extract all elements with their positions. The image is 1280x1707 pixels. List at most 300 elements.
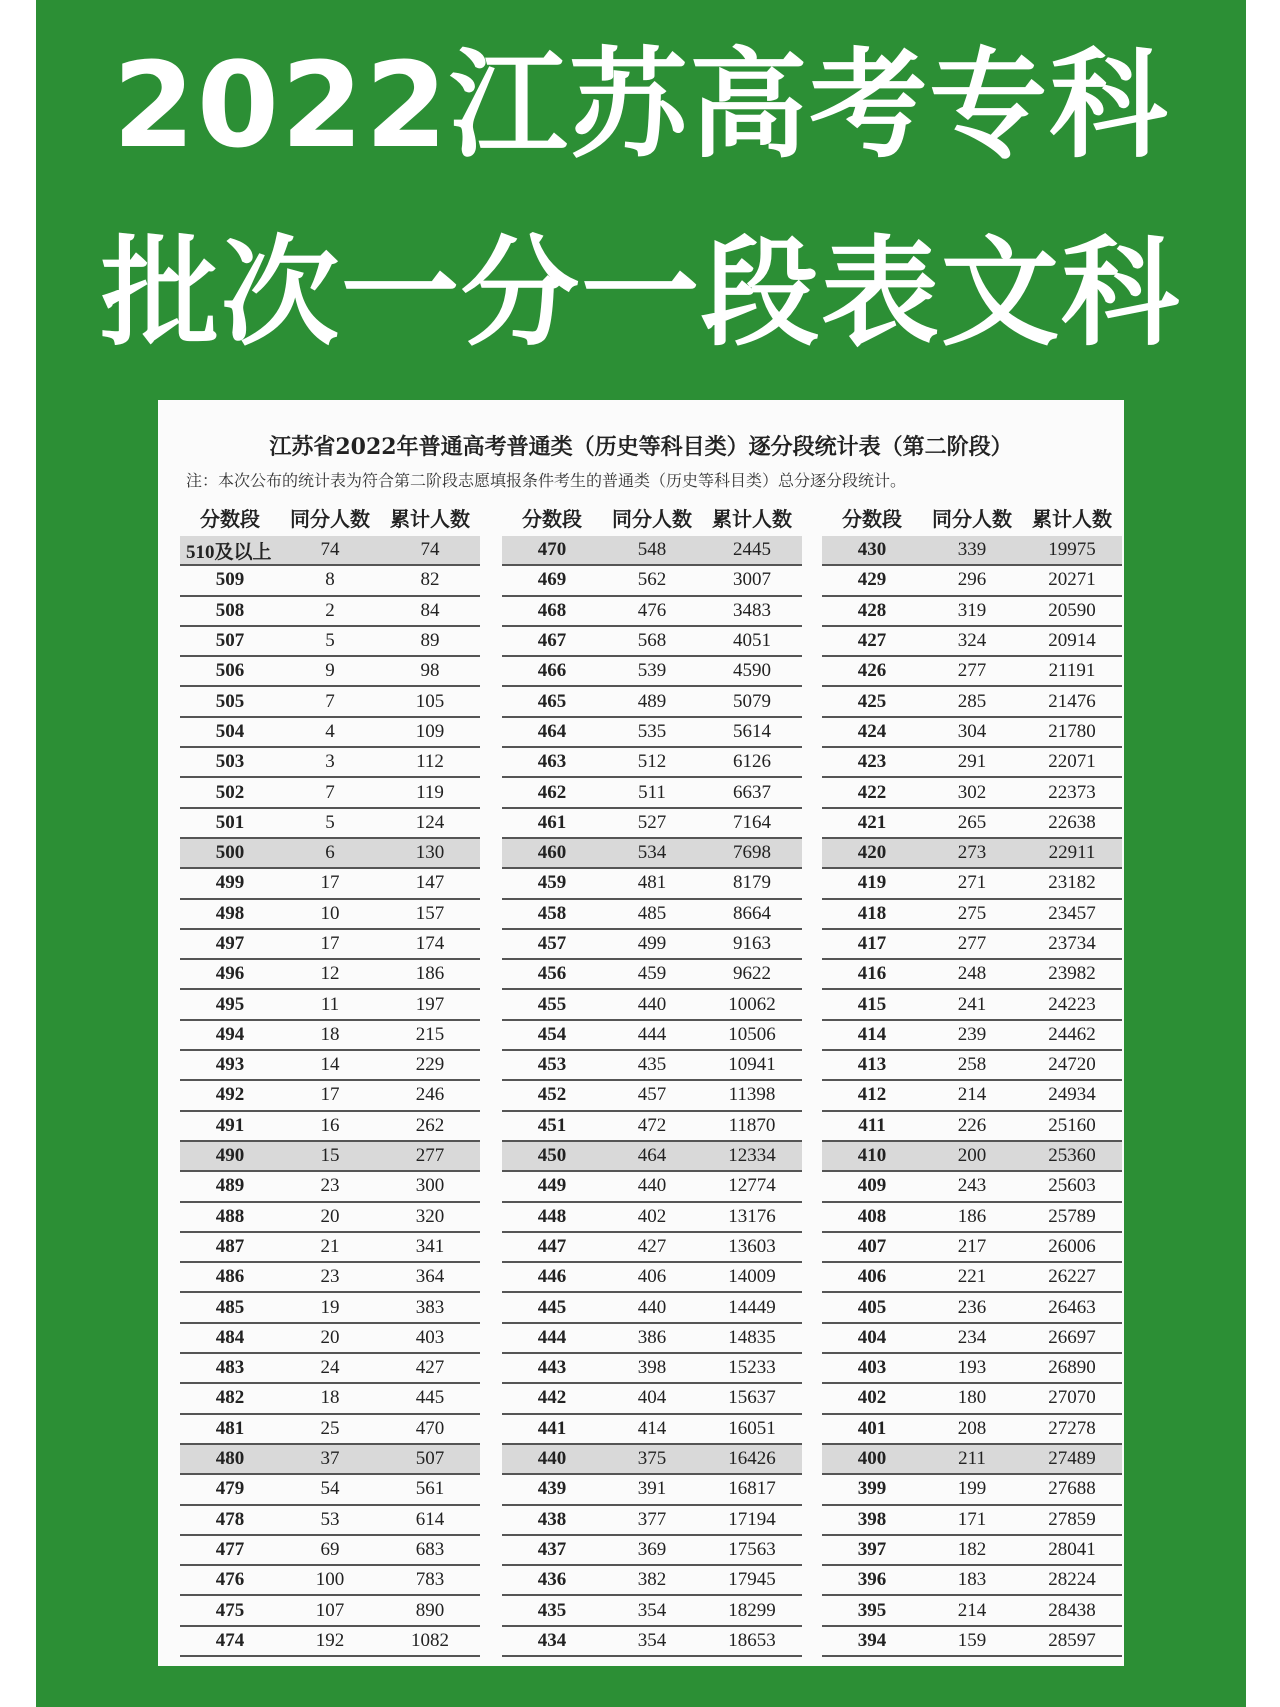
- cumulative-cell: 7164: [733, 811, 771, 833]
- score-cell: 493: [215, 1054, 245, 1076]
- cumulative-cell: 246: [415, 1084, 445, 1106]
- cumulative-cell: 10506: [728, 1023, 776, 1045]
- cumulative-cell: 27489: [1048, 1448, 1096, 1470]
- cumulative-cell: 2445: [733, 539, 771, 561]
- table-row: [180, 718, 480, 748]
- cumulative-cell: 26006: [1048, 1235, 1096, 1257]
- column-header: [822, 500, 1122, 534]
- same-count-cell: 16: [320, 1114, 340, 1136]
- score-cell: 501: [215, 811, 245, 833]
- table-row: [822, 1354, 1122, 1384]
- table-row: [822, 1172, 1122, 1202]
- same-count-cell: 2: [325, 599, 335, 621]
- table-row: [180, 748, 480, 778]
- score-cell: 465: [537, 690, 567, 712]
- table-row: [822, 718, 1122, 748]
- table-row: [502, 1627, 802, 1657]
- cumulative-cell: 7698: [733, 842, 771, 864]
- same-count-cell: 19: [320, 1296, 340, 1318]
- table-row: [180, 930, 480, 960]
- table-row: [180, 597, 480, 627]
- same-count-cell: 375: [637, 1448, 667, 1470]
- table-row: [180, 839, 480, 869]
- cumulative-cell: 20271: [1048, 569, 1096, 591]
- table-row: [502, 1263, 802, 1293]
- score-cell: 508: [215, 599, 245, 621]
- table-row: [822, 748, 1122, 778]
- table-row: [502, 1475, 802, 1505]
- same-count-cell: 180: [957, 1387, 987, 1409]
- same-count-cell: 391: [637, 1478, 667, 1500]
- table-row: [502, 809, 802, 839]
- table-row: [822, 839, 1122, 869]
- same-count-cell: 214: [957, 1599, 987, 1621]
- same-count-cell: 20: [320, 1205, 340, 1227]
- table-row: [180, 1384, 480, 1414]
- header-same-count: 同分人数: [612, 506, 692, 531]
- cumulative-cell: 20914: [1048, 630, 1096, 652]
- same-count-cell: 239: [957, 1023, 987, 1045]
- score-cell: 507: [215, 630, 245, 652]
- cumulative-cell: 21780: [1048, 720, 1096, 742]
- cumulative-cell: 783: [415, 1569, 445, 1591]
- table-row: [180, 1203, 480, 1233]
- table-row: [502, 566, 802, 596]
- score-cell: 424: [857, 720, 887, 742]
- score-cell: 440: [537, 1448, 567, 1470]
- score-cell: 402: [857, 1387, 887, 1409]
- same-count-cell: 398: [637, 1357, 667, 1379]
- same-count-cell: 14: [320, 1054, 340, 1076]
- cumulative-cell: 14009: [728, 1266, 776, 1288]
- cumulative-cell: 561: [415, 1478, 445, 1500]
- cumulative-cell: 98: [420, 660, 440, 682]
- same-count-cell: 291: [957, 751, 987, 773]
- cumulative-cell: 26227: [1048, 1266, 1096, 1288]
- score-cell: 414: [857, 1023, 887, 1045]
- table-rows: [502, 536, 802, 1657]
- cumulative-cell: 300: [415, 1175, 445, 1197]
- table-row: [502, 1324, 802, 1354]
- same-count-cell: 9: [325, 660, 335, 682]
- table-rows: [180, 536, 480, 1657]
- table-row: [502, 1384, 802, 1414]
- cumulative-cell: 403: [415, 1326, 445, 1348]
- score-cell: 459: [537, 872, 567, 894]
- cumulative-cell: 112: [416, 751, 444, 773]
- score-cell: 474: [215, 1629, 245, 1651]
- score-cell: 437: [537, 1538, 567, 1560]
- cumulative-cell: 119: [416, 781, 444, 803]
- score-cell: 395: [857, 1599, 887, 1621]
- same-count-cell: 489: [637, 690, 667, 712]
- same-count-cell: 18: [320, 1023, 340, 1045]
- table-row: [502, 657, 802, 687]
- same-count-cell: 12: [320, 963, 340, 985]
- cumulative-cell: 23982: [1048, 963, 1096, 985]
- table-row: [180, 657, 480, 687]
- score-cell: 452: [537, 1084, 567, 1106]
- cumulative-cell: 197: [415, 993, 445, 1015]
- table-row: [822, 1021, 1122, 1051]
- same-count-cell: 296: [957, 569, 987, 591]
- cumulative-cell: 22911: [1048, 842, 1096, 864]
- same-count-cell: 369: [637, 1538, 667, 1560]
- score-cell: 502: [215, 781, 245, 803]
- table-row: [180, 1596, 480, 1626]
- cumulative-cell: 5614: [733, 720, 771, 742]
- score-cell: 428: [857, 599, 887, 621]
- table-row: [180, 536, 480, 566]
- cumulative-cell: 105: [415, 690, 445, 712]
- same-count-cell: 7: [325, 690, 335, 712]
- score-cell: 505: [215, 690, 245, 712]
- headline-line-1: 2022江苏高考专科: [112, 36, 1170, 174]
- cumulative-cell: 215: [415, 1023, 445, 1045]
- score-cell: 420: [857, 842, 887, 864]
- table-row: [502, 687, 802, 717]
- same-count-cell: 5: [325, 630, 335, 652]
- table-row: [502, 1506, 802, 1536]
- score-cell: 468: [537, 599, 567, 621]
- cumulative-cell: 5079: [733, 690, 771, 712]
- score-cell: 463: [537, 751, 567, 773]
- score-cell: 488: [215, 1205, 245, 1227]
- score-cell: 456: [537, 963, 567, 985]
- same-count-cell: 324: [957, 630, 987, 652]
- score-cell: 404: [857, 1326, 887, 1348]
- cumulative-cell: 15637: [728, 1387, 776, 1409]
- cumulative-cell: 683: [415, 1538, 445, 1560]
- cumulative-cell: 11398: [728, 1084, 776, 1106]
- same-count-cell: 11: [320, 993, 340, 1015]
- cumulative-cell: 229: [415, 1054, 445, 1076]
- cumulative-cell: 22638: [1048, 811, 1096, 833]
- same-count-cell: 226: [957, 1114, 987, 1136]
- score-cell: 454: [537, 1023, 567, 1045]
- table-row: [822, 1112, 1122, 1142]
- score-cell: 466: [537, 660, 567, 682]
- same-count-cell: 377: [637, 1508, 667, 1530]
- same-count-cell: 5: [325, 811, 335, 833]
- header-cumulative: 累计人数: [1032, 506, 1112, 531]
- table-row: [822, 1263, 1122, 1293]
- table-column-3: [822, 500, 1122, 1657]
- cumulative-cell: 26890: [1048, 1357, 1096, 1379]
- table-row: [502, 1293, 802, 1323]
- cumulative-cell: 74: [420, 539, 440, 561]
- table-row: [502, 1112, 802, 1142]
- cumulative-cell: 27859: [1048, 1508, 1096, 1530]
- score-cell: 510及以上: [186, 541, 272, 563]
- table-row: [180, 627, 480, 657]
- score-cell: 464: [537, 720, 567, 742]
- same-count-cell: 7: [325, 781, 335, 803]
- score-cell: 457: [537, 933, 567, 954]
- table-row: [822, 869, 1122, 899]
- score-cell: 441: [537, 1417, 567, 1439]
- same-count-cell: 476: [637, 599, 667, 621]
- cumulative-cell: 84: [420, 599, 440, 621]
- cumulative-cell: 13176: [728, 1205, 776, 1227]
- table-row: [822, 1384, 1122, 1414]
- score-cell: 495: [215, 993, 245, 1015]
- same-count-cell: 20: [320, 1326, 340, 1348]
- same-count-cell: 17: [320, 872, 340, 894]
- table-row: [822, 809, 1122, 839]
- table-row: [822, 536, 1122, 566]
- cumulative-cell: 18653: [728, 1629, 776, 1651]
- same-count-cell: 275: [957, 902, 987, 924]
- cumulative-cell: 4051: [733, 630, 771, 652]
- header-score: 分数段: [200, 506, 260, 531]
- score-cell: 485: [215, 1296, 245, 1318]
- cumulative-cell: 10941: [728, 1054, 776, 1076]
- score-cell: 445: [537, 1296, 567, 1318]
- cumulative-cell: 26463: [1048, 1296, 1096, 1318]
- score-cell: 494: [215, 1023, 245, 1045]
- document-title: 江苏省2022年普通高考普通类（历史等科目类）逐分段统计表（第二阶段）: [269, 434, 1013, 460]
- table-row: [502, 1354, 802, 1384]
- same-count-cell: 15: [320, 1145, 340, 1167]
- same-count-cell: 512: [637, 751, 667, 773]
- cumulative-cell: 16426: [728, 1448, 776, 1470]
- same-count-cell: 37: [320, 1448, 340, 1470]
- cumulative-cell: 17945: [728, 1569, 776, 1591]
- cumulative-cell: 27688: [1048, 1478, 1096, 1500]
- table-row: [822, 566, 1122, 596]
- cumulative-cell: 82: [420, 569, 440, 591]
- cumulative-cell: 27278: [1048, 1417, 1096, 1439]
- cumulative-cell: 8664: [733, 902, 771, 924]
- cumulative-cell: 277: [415, 1145, 445, 1167]
- same-count-cell: 183: [957, 1569, 987, 1591]
- same-count-cell: 562: [637, 569, 667, 591]
- cumulative-cell: 614: [415, 1508, 445, 1530]
- table-row: [822, 1324, 1122, 1354]
- cumulative-cell: 6126: [733, 751, 771, 773]
- cumulative-cell: 28041: [1048, 1538, 1096, 1560]
- table-row: [180, 1142, 480, 1172]
- table-column-2: [502, 500, 802, 1657]
- same-count-cell: 499: [637, 933, 667, 954]
- table-row: [502, 748, 802, 778]
- score-cell: 504: [215, 720, 245, 742]
- score-cell: 478: [215, 1508, 245, 1530]
- same-count-cell: 4: [325, 720, 335, 742]
- cumulative-cell: 12774: [728, 1175, 776, 1197]
- table-row: [502, 627, 802, 657]
- table-row: [822, 930, 1122, 960]
- same-count-cell: 10: [320, 902, 340, 924]
- score-cell: 479: [215, 1478, 245, 1500]
- score-cell: 416: [857, 963, 887, 985]
- same-count-cell: 339: [957, 539, 987, 561]
- score-cell: 427: [857, 630, 887, 652]
- table-row: [502, 718, 802, 748]
- table-row: [502, 900, 802, 930]
- cumulative-cell: 15233: [728, 1357, 776, 1379]
- table-rows: [822, 536, 1122, 1657]
- cumulative-cell: 16051: [728, 1417, 776, 1439]
- same-count-cell: 217: [957, 1235, 987, 1257]
- same-count-cell: 444: [637, 1023, 667, 1045]
- same-count-cell: 435: [637, 1054, 667, 1076]
- table-row: [502, 1566, 802, 1596]
- cumulative-cell: 174: [415, 933, 445, 954]
- table-row: [502, 1081, 802, 1111]
- same-count-cell: 511: [638, 781, 666, 803]
- score-cell: 481: [215, 1417, 245, 1439]
- score-cell: 411: [858, 1114, 886, 1136]
- score-cell: 506: [215, 660, 245, 682]
- table-row: [502, 930, 802, 960]
- score-cell: 444: [537, 1326, 567, 1348]
- table-row: [502, 960, 802, 990]
- same-count-cell: 440: [637, 1175, 667, 1197]
- table-row: [180, 1324, 480, 1354]
- score-cell: 458: [537, 902, 567, 924]
- same-count-cell: 200: [957, 1145, 987, 1167]
- same-count-cell: 3: [325, 751, 335, 773]
- score-cell: 397: [857, 1538, 887, 1560]
- table-row: [822, 657, 1122, 687]
- cumulative-cell: 320: [415, 1205, 445, 1227]
- table-row: [502, 839, 802, 869]
- score-cell: 461: [537, 811, 567, 833]
- cumulative-cell: 14449: [728, 1296, 776, 1318]
- score-cell: 405: [857, 1296, 887, 1318]
- table-row: [180, 778, 480, 808]
- same-count-cell: 23: [320, 1175, 340, 1197]
- table-row: [822, 1627, 1122, 1657]
- score-cell: 460: [537, 842, 567, 864]
- same-count-cell: 464: [637, 1145, 667, 1167]
- table-row: [822, 1233, 1122, 1263]
- table-row: [822, 778, 1122, 808]
- table-row: [180, 1566, 480, 1596]
- cumulative-cell: 25160: [1048, 1114, 1096, 1136]
- table-row: [180, 1475, 480, 1505]
- score-cell: 449: [537, 1175, 567, 1197]
- table-row: [822, 597, 1122, 627]
- same-count-cell: 427: [637, 1235, 667, 1257]
- cumulative-cell: 445: [415, 1387, 445, 1409]
- table-row: [822, 900, 1122, 930]
- cumulative-cell: 10062: [728, 993, 776, 1015]
- score-cell: 418: [857, 902, 887, 924]
- table-row: [502, 1142, 802, 1172]
- same-count-cell: 440: [637, 993, 667, 1015]
- table-row: [822, 1051, 1122, 1081]
- score-cell: 425: [857, 690, 887, 712]
- score-cell: 498: [215, 902, 245, 924]
- score-cell: 486: [215, 1266, 245, 1288]
- cumulative-cell: 24223: [1048, 993, 1096, 1015]
- same-count-cell: 440: [637, 1296, 667, 1318]
- score-cell: 410: [857, 1145, 887, 1167]
- score-cell: 439: [537, 1478, 567, 1500]
- same-count-cell: 285: [957, 690, 987, 712]
- cumulative-cell: 19975: [1048, 539, 1096, 561]
- score-table-document: [158, 400, 1124, 1666]
- score-cell: 403: [857, 1357, 887, 1379]
- table-row: [822, 1506, 1122, 1536]
- cumulative-cell: 4590: [733, 660, 771, 682]
- same-count-cell: 54: [320, 1478, 340, 1500]
- score-cell: 462: [537, 781, 567, 803]
- score-cell: 467: [537, 630, 567, 652]
- header-cumulative: 累计人数: [390, 506, 470, 531]
- score-cell: 423: [857, 751, 887, 773]
- same-count-cell: 354: [637, 1629, 667, 1651]
- score-cell: 417: [857, 933, 887, 954]
- score-cell: 426: [857, 660, 887, 682]
- same-count-cell: 277: [957, 660, 987, 682]
- score-cell: 509: [215, 569, 245, 591]
- cumulative-cell: 507: [415, 1448, 445, 1470]
- table-row: [822, 1081, 1122, 1111]
- same-count-cell: 186: [957, 1205, 987, 1227]
- cumulative-cell: 8179: [733, 872, 771, 894]
- same-count-cell: 17: [320, 933, 340, 954]
- score-cell: 477: [215, 1538, 245, 1560]
- table-row: [822, 687, 1122, 717]
- same-count-cell: 535: [637, 720, 667, 742]
- table-row: [822, 1293, 1122, 1323]
- same-count-cell: 21: [320, 1235, 340, 1257]
- same-count-cell: 193: [957, 1357, 987, 1379]
- cumulative-cell: 3007: [733, 569, 771, 591]
- cumulative-cell: 157: [415, 902, 445, 924]
- score-cell: 475: [215, 1599, 245, 1621]
- cumulative-cell: 23457: [1048, 902, 1096, 924]
- score-cell: 476: [215, 1569, 245, 1591]
- same-count-cell: 277: [957, 933, 987, 954]
- score-cell: 497: [215, 933, 245, 954]
- cumulative-cell: 27070: [1048, 1387, 1096, 1409]
- score-cell: 499: [215, 872, 245, 894]
- same-count-cell: 459: [637, 963, 667, 985]
- score-cell: 415: [857, 993, 887, 1015]
- table-row: [502, 1051, 802, 1081]
- cumulative-cell: 21191: [1048, 660, 1096, 682]
- table-row: [502, 1536, 802, 1566]
- same-count-cell: 199: [957, 1478, 987, 1500]
- score-cell: 396: [857, 1569, 887, 1591]
- same-count-cell: 258: [957, 1054, 987, 1076]
- same-count-cell: 214: [957, 1084, 987, 1106]
- cumulative-cell: 24934: [1048, 1084, 1096, 1106]
- table-row: [822, 627, 1122, 657]
- table-row: [180, 1021, 480, 1051]
- same-count-cell: 534: [637, 842, 667, 864]
- header-same-count: 同分人数: [290, 506, 370, 531]
- same-count-cell: 527: [637, 811, 667, 833]
- cumulative-cell: 22071: [1048, 751, 1096, 773]
- same-count-cell: 23: [320, 1266, 340, 1288]
- table-row: [502, 1233, 802, 1263]
- cumulative-cell: 3483: [733, 599, 771, 621]
- score-cell: 496: [215, 963, 245, 985]
- cumulative-cell: 24462: [1048, 1023, 1096, 1045]
- column-header: [502, 500, 802, 534]
- same-count-cell: 402: [637, 1205, 667, 1227]
- cumulative-cell: 22373: [1048, 781, 1096, 803]
- same-count-cell: 354: [637, 1599, 667, 1621]
- same-count-cell: 568: [637, 630, 667, 652]
- score-cell: 406: [857, 1266, 887, 1288]
